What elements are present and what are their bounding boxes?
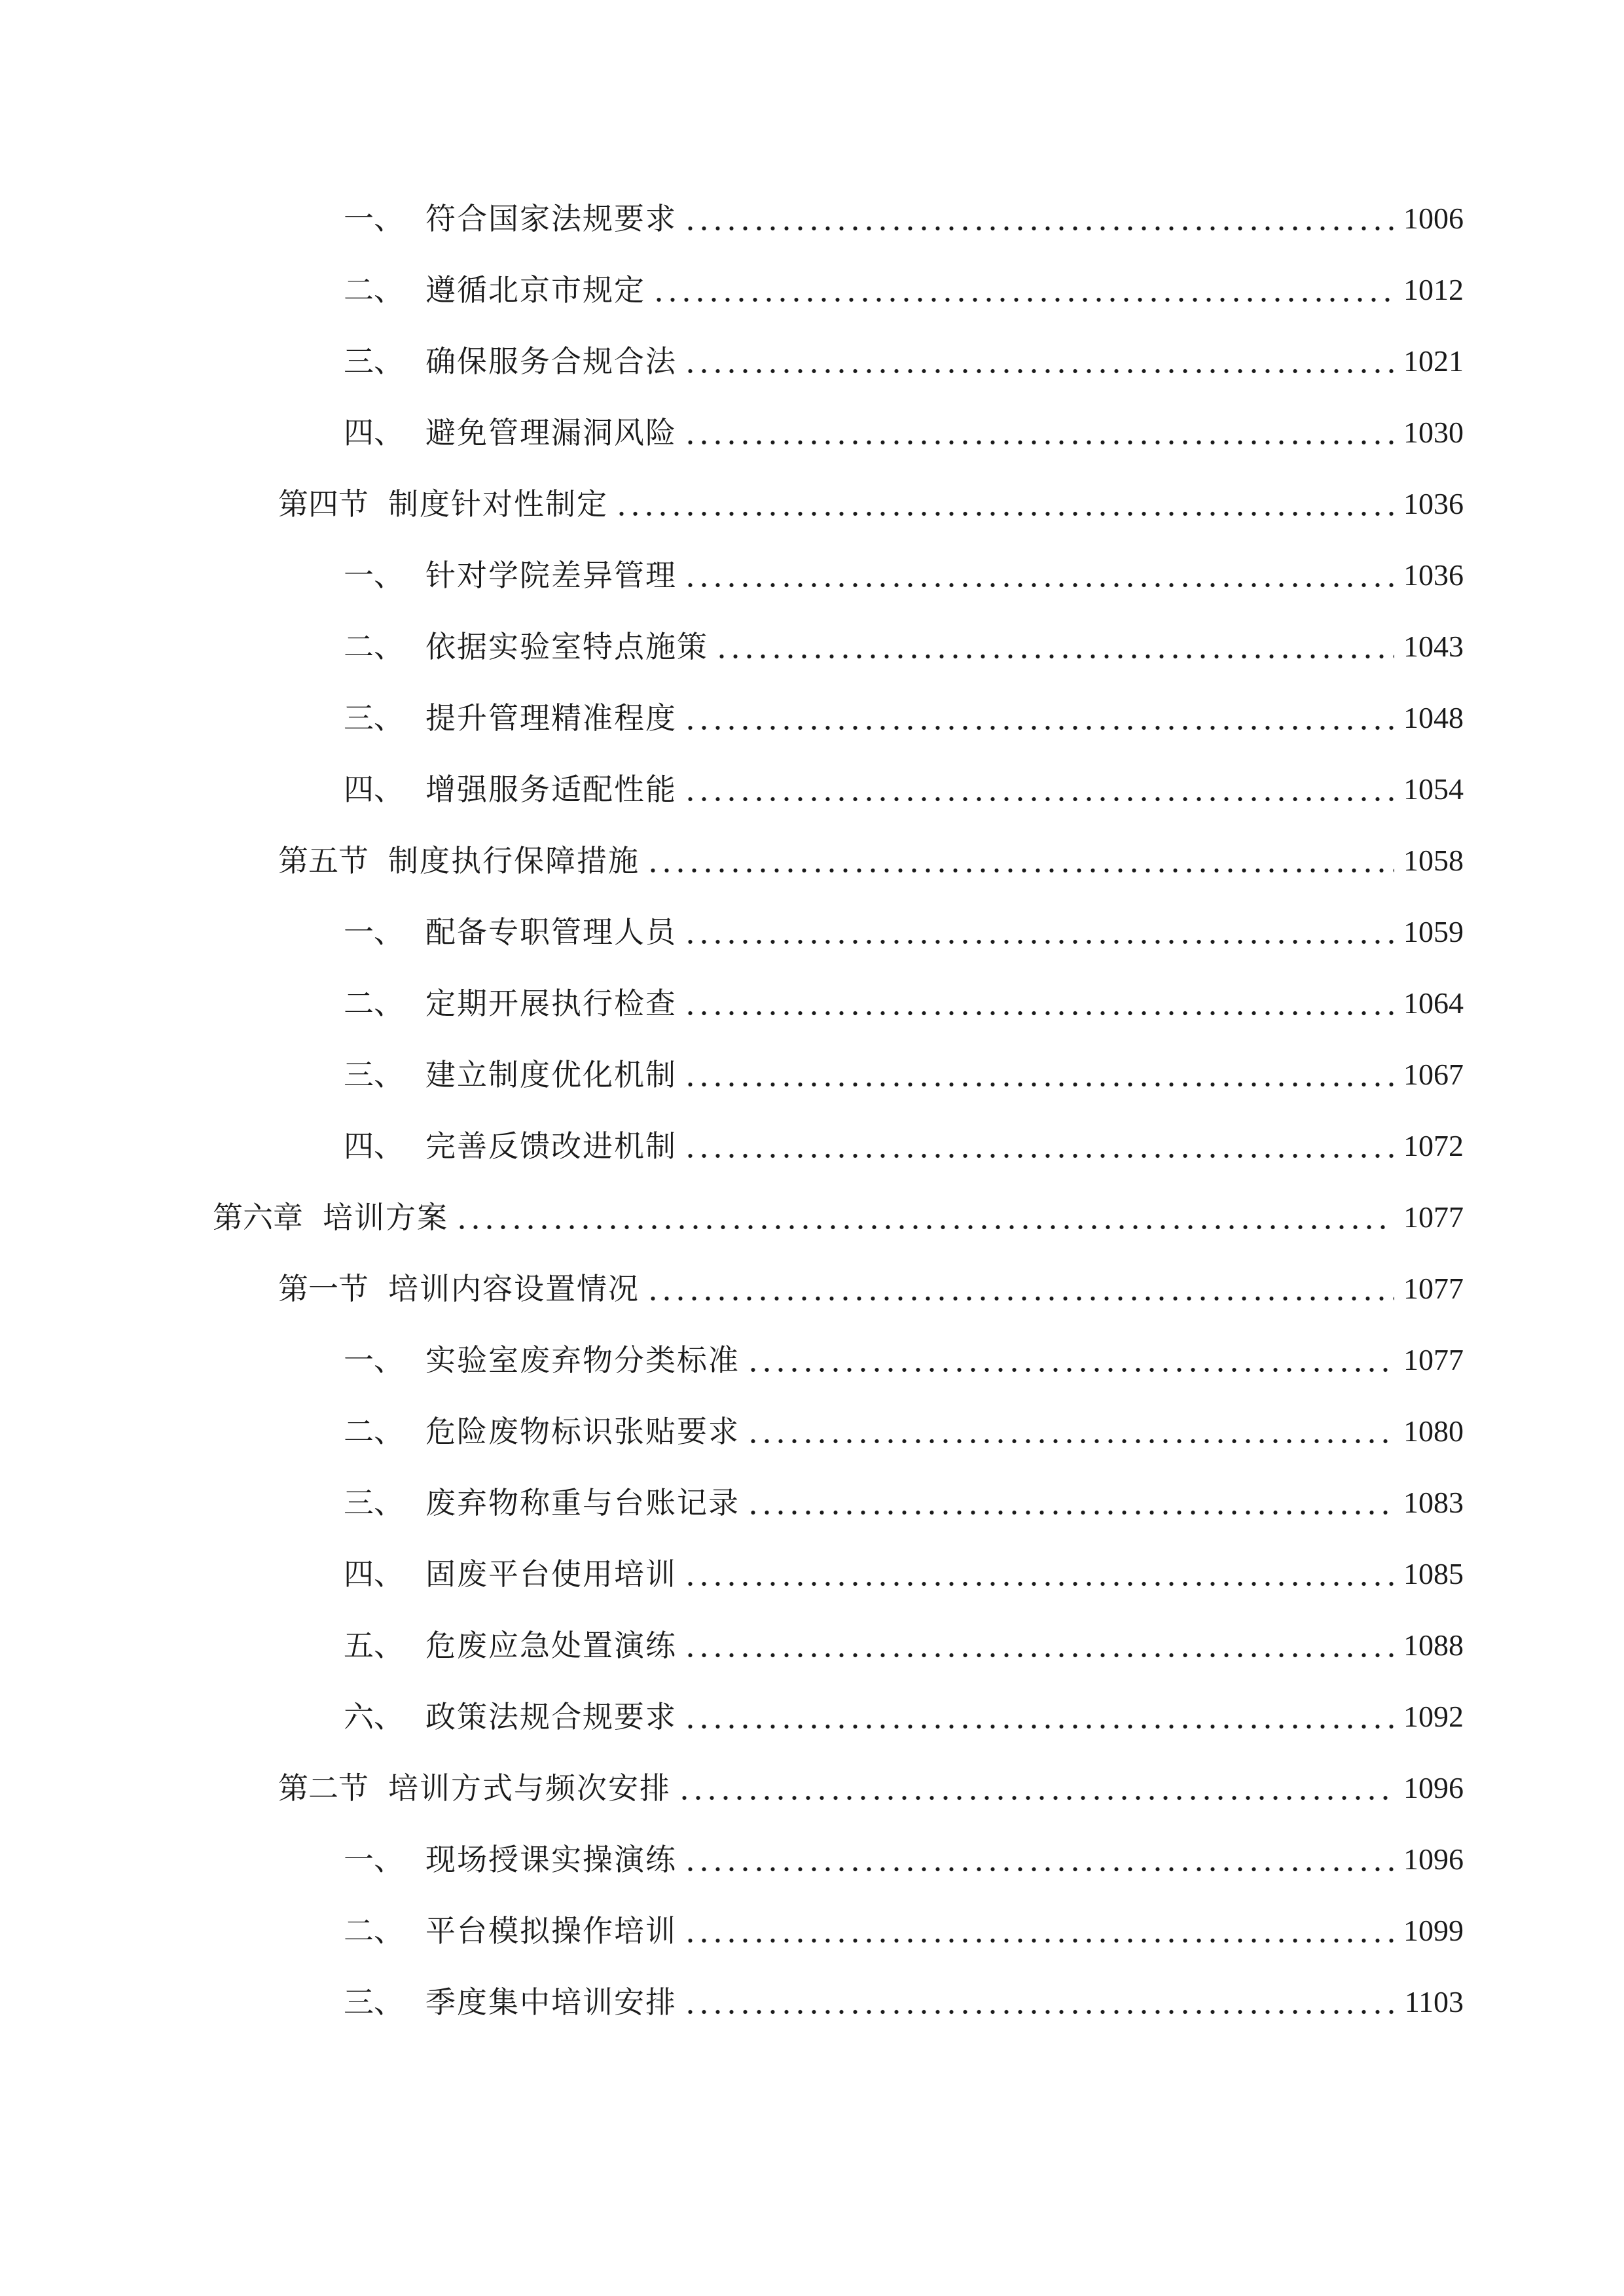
dot-leader [683, 906, 1394, 958]
toc-entry[interactable] [344, 977, 1464, 1030]
entry-page-number: 1103 [1404, 1985, 1464, 2018]
entry-title: 定期开展执行检查 [425, 986, 677, 1021]
entry-number: 二、 [344, 1414, 404, 1449]
entry-page-number: 1092 [1403, 1700, 1464, 1733]
dot-leader [455, 1191, 1394, 1244]
entry-number: 五、 [344, 1628, 404, 1663]
dot-leader [683, 1548, 1394, 1600]
toc-entry[interactable] [344, 549, 1464, 601]
entry-page-number: 1036 [1403, 487, 1464, 520]
dot-leader [677, 1762, 1394, 1814]
dot-leader [683, 1833, 1394, 1886]
dot-leader [683, 1691, 1394, 1743]
entry-title: 确保服务合规合法 [425, 344, 677, 379]
entry-page-number: 1006 [1403, 202, 1464, 235]
toc-entry[interactable] [344, 192, 1464, 245]
entry-number: 三、 [344, 1485, 404, 1520]
toc-entry[interactable] [344, 692, 1464, 744]
dot-leader [683, 1120, 1394, 1172]
entry-number: 第二节 [278, 1770, 369, 1806]
toc-entry[interactable] [213, 1191, 1464, 1244]
entry-number: 二、 [344, 986, 404, 1021]
entry-title: 平台模拟操作培训 [425, 1913, 677, 1948]
entry-number: 三、 [344, 344, 404, 379]
entry-title: 危废应急处置演练 [425, 1628, 677, 1663]
entry-number: 二、 [344, 272, 404, 308]
entry-title: 现场授课实操演练 [425, 1842, 677, 1877]
entry-number: 一、 [344, 558, 404, 593]
entry-number: 四、 [344, 1128, 404, 1164]
entry-title: 配备专职管理人员 [425, 914, 677, 950]
dot-leader [683, 549, 1394, 601]
entry-title: 遵循北京市规定 [425, 272, 645, 308]
entry-title: 符合国家法规要求 [425, 201, 677, 236]
entry-title: 提升管理精准程度 [425, 700, 677, 736]
toc-entry[interactable] [344, 1691, 1464, 1743]
entry-number: 四、 [344, 772, 404, 807]
dot-leader [683, 977, 1394, 1030]
dot-leader [683, 1619, 1394, 1672]
toc-entry[interactable] [278, 1263, 1464, 1315]
entry-number: 一、 [344, 201, 404, 236]
entry-title: 增强服务适配性能 [425, 772, 677, 807]
toc-entry[interactable] [344, 763, 1464, 816]
entry-number: 第四节 [278, 486, 369, 522]
dot-leader [683, 406, 1394, 459]
entry-page-number: 1083 [1403, 1486, 1464, 1519]
entry-title: 依据实验室特点施策 [425, 629, 708, 664]
entry-page-number: 1085 [1403, 1557, 1464, 1590]
entry-page-number: 1012 [1403, 273, 1464, 306]
entry-page-number: 1088 [1403, 1628, 1464, 1662]
dot-leader [746, 1405, 1394, 1458]
entry-number: 一、 [344, 1342, 404, 1378]
entry-page-number: 1058 [1403, 844, 1464, 877]
entry-page-number: 1067 [1403, 1058, 1464, 1091]
toc-entry[interactable] [344, 1477, 1464, 1529]
entry-number: 三、 [344, 1984, 404, 2020]
dot-leader [683, 335, 1394, 387]
entry-title: 废弃物称重与台账记录 [425, 1485, 740, 1520]
entry-number: 三、 [344, 1057, 404, 1092]
toc-entry[interactable] [278, 478, 1464, 530]
entry-number: 第五节 [278, 843, 369, 878]
entry-title: 针对学院差异管理 [425, 558, 677, 593]
entry-title: 培训方式与频次安排 [388, 1770, 671, 1806]
entry-title: 建立制度优化机制 [425, 1057, 677, 1092]
entry-number: 三、 [344, 700, 404, 736]
entry-number: 第一节 [278, 1271, 369, 1306]
toc-entry[interactable] [344, 1548, 1464, 1600]
entry-number: 六、 [344, 1699, 404, 1734]
entry-number: 四、 [344, 415, 404, 450]
entry-number: 二、 [344, 1913, 404, 1948]
dot-leader [615, 478, 1394, 530]
toc-entry[interactable] [344, 620, 1464, 673]
entry-page-number: 1048 [1403, 701, 1464, 734]
entry-title: 培训方案 [323, 1200, 448, 1235]
entry-page-number: 1096 [1403, 1842, 1464, 1876]
entry-number: 四、 [344, 1556, 404, 1592]
toc-entry[interactable] [344, 1120, 1464, 1172]
toc-entry[interactable] [344, 1976, 1464, 2028]
entry-page-number: 1096 [1403, 1771, 1464, 1804]
entry-number: 一、 [344, 914, 404, 950]
entry-page-number: 1064 [1403, 986, 1464, 1020]
entry-title: 季度集中培训安排 [425, 1984, 677, 2020]
dot-leader [746, 1477, 1394, 1529]
toc-entry[interactable] [344, 1619, 1464, 1672]
entry-title: 制度执行保障措施 [388, 843, 640, 878]
entry-page-number: 1059 [1403, 915, 1464, 948]
entry-number: 二、 [344, 629, 404, 664]
entry-title: 政策法规合规要求 [425, 1699, 677, 1734]
entry-title: 危险废物标识张贴要求 [425, 1414, 740, 1449]
entry-number: 一、 [344, 1842, 404, 1877]
entry-title: 制度针对性制定 [388, 486, 608, 522]
entry-title: 实验室废弃物分类标准 [425, 1342, 740, 1378]
dot-leader [646, 834, 1394, 887]
entry-page-number: 1043 [1403, 630, 1464, 663]
entry-title: 培训内容设置情况 [388, 1271, 640, 1306]
toc-entry[interactable] [344, 1905, 1464, 1957]
entry-page-number: 1030 [1403, 416, 1464, 449]
entry-title: 完善反馈改进机制 [425, 1128, 677, 1164]
toc-entry[interactable] [344, 264, 1464, 316]
toc-entry[interactable] [344, 335, 1464, 387]
entry-number: 第六章 [213, 1200, 303, 1235]
entry-title: 固废平台使用培训 [425, 1556, 677, 1592]
entry-page-number: 1021 [1403, 344, 1464, 378]
entry-page-number: 1036 [1403, 558, 1464, 592]
dot-leader [715, 620, 1394, 673]
entry-page-number: 1099 [1403, 1914, 1464, 1947]
dot-leader [746, 1334, 1394, 1386]
entry-title: 避免管理漏洞风险 [425, 415, 677, 450]
dot-leader [683, 1049, 1394, 1101]
dot-leader [646, 1263, 1394, 1315]
dot-leader [683, 1905, 1394, 1957]
dot-leader [683, 692, 1394, 744]
toc-entry[interactable] [344, 1833, 1464, 1886]
toc-entry[interactable] [344, 1405, 1464, 1458]
entry-page-number: 1077 [1403, 1200, 1464, 1234]
entry-page-number: 1077 [1403, 1272, 1464, 1305]
dot-leader [683, 192, 1394, 245]
dot-leader [683, 763, 1394, 816]
toc-entry[interactable] [344, 906, 1464, 958]
dot-leader [683, 1976, 1396, 2028]
toc-entry[interactable] [344, 1334, 1464, 1386]
toc-entry[interactable] [278, 1762, 1464, 1814]
entry-page-number: 1054 [1403, 772, 1464, 806]
dot-leader [652, 264, 1394, 316]
toc-entry[interactable] [344, 406, 1464, 459]
entry-page-number: 1077 [1403, 1343, 1464, 1376]
entry-page-number: 1072 [1403, 1129, 1464, 1162]
toc-entry[interactable] [344, 1049, 1464, 1101]
toc-entry[interactable] [278, 834, 1464, 887]
entry-page-number: 1080 [1403, 1414, 1464, 1448]
